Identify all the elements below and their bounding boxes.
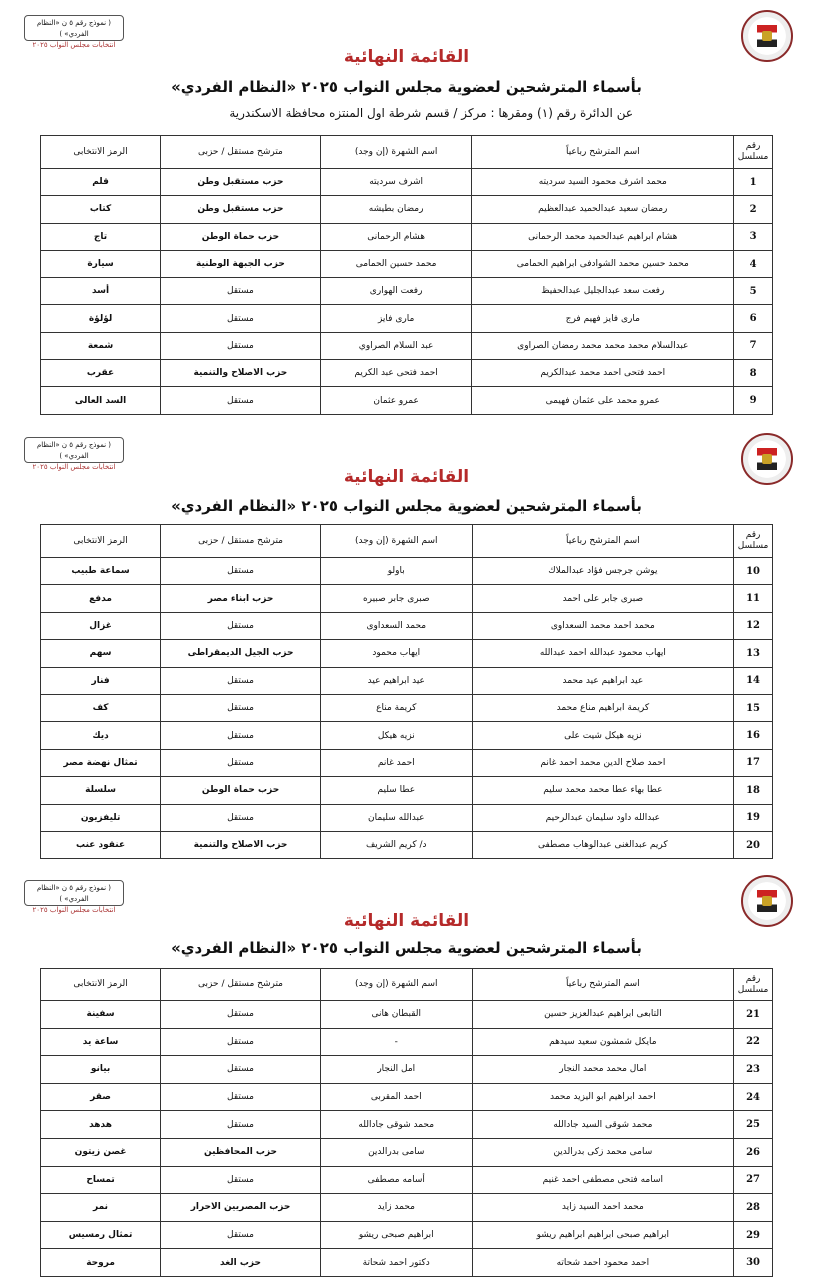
table-row (41, 305, 773, 332)
affiliation-cell: مستقل (161, 612, 321, 639)
table-row (41, 1028, 773, 1056)
nickname-cell: امل النجار (320, 1056, 472, 1084)
table-row (41, 250, 773, 277)
serial-cell: 14 (734, 667, 773, 694)
affiliation-cell: مستقل (161, 305, 321, 332)
serial-cell: 30 (734, 1249, 773, 1277)
column-header-name: اسم المترشح رباعياً (472, 525, 733, 558)
serial-cell: 11 (734, 585, 773, 612)
candidate-name-cell: عطا بهاء عطا محمد محمد سليم (472, 777, 733, 804)
serial-cell: 9 (734, 387, 773, 414)
column-header-symbol: الرمز الانتخابى (41, 525, 161, 558)
symbol-cell: سهم (41, 640, 161, 667)
symbol-cell: عقرب (41, 360, 161, 387)
candidate-name-cell: هشام ابراهيم عبدالحميد محمد الرحمانى (472, 223, 734, 250)
stamp-line-2: انتخابات مجلس النواب ٢٠٢٥ (32, 906, 116, 914)
table-row (41, 1111, 773, 1139)
table-row (41, 612, 773, 639)
serial-cell: 13 (734, 640, 773, 667)
page-subtitle: بأسماء المترشحين لعضوية مجلس النواب ٢٠٢٥ «النظام الفردي» (171, 939, 642, 957)
form-stamp (24, 880, 124, 914)
stamp-line-1: ( نموذج رقم ٥ ن «النظام الفردي» ) (36, 19, 112, 38)
candidate-name-cell: رفعت سعد عبدالجليل عبدالحفيظ (472, 278, 734, 305)
nickname-cell: نزيه هيكل (320, 722, 472, 749)
serial-cell: 15 (734, 694, 773, 721)
form-stamp (24, 437, 124, 471)
symbol-cell: كف (41, 694, 161, 721)
serial-cell: 5 (734, 278, 773, 305)
serial-cell: 7 (734, 332, 773, 359)
page-title: القائمة النهائية (343, 467, 470, 487)
serial-cell: 17 (734, 749, 773, 776)
serial-cell: 27 (734, 1166, 773, 1194)
affiliation-cell: حزب المصريين الاحرار (161, 1194, 321, 1222)
serial-cell: 29 (734, 1221, 773, 1249)
table-header-row (41, 525, 773, 558)
affiliation-cell: مستقل (161, 387, 321, 414)
candidate-name-cell: كريم عبدالغنى عبدالوهاب مصطفى (472, 831, 733, 858)
table-row (41, 585, 773, 612)
symbol-cell: تمساح (41, 1166, 161, 1194)
candidate-name-cell: احمد محمود احمد شحاته (472, 1249, 734, 1277)
nickname-cell: عمرو عثمان (320, 387, 472, 414)
table-row (41, 1194, 773, 1222)
serial-cell: 21 (734, 1001, 773, 1029)
nickname-cell: القبطان هانى (320, 1001, 472, 1029)
candidates-table (40, 968, 773, 1277)
page-subtitle: بأسماء المترشحين لعضوية مجلس النواب ٢٠٢٥ «النظام الفردي» (171, 497, 642, 515)
page-title: القائمة النهائية (343, 47, 470, 67)
table-row (41, 1083, 773, 1111)
eagle-icon (762, 454, 772, 464)
district-info: عن الدائرة رقم (١) ومقرها : مركز / قسم شرطة اول المنتزه محافظة الاسكندرية (229, 106, 633, 120)
serial-cell: 25 (734, 1111, 773, 1139)
column-header-serial: رقم مسلسل (734, 525, 773, 558)
candidate-name-cell: محمد احمد السيد زايد (472, 1194, 734, 1222)
candidate-name-cell: امال محمد محمد النجار (472, 1056, 734, 1084)
serial-cell: 24 (734, 1083, 773, 1111)
column-header-type: مترشح مستقل / حزبى (161, 525, 321, 558)
symbol-cell: ساعة يد (41, 1028, 161, 1056)
symbol-cell: شمعة (41, 332, 161, 359)
table-row (41, 749, 773, 776)
symbol-cell: مدفع (41, 585, 161, 612)
candidate-name-cell: محمد اشرف محمود السيد سرديته (472, 169, 734, 196)
column-header-type: مترشح مستقل / حزبى (161, 136, 321, 169)
symbol-cell: ديك (41, 722, 161, 749)
candidate-name-cell: محمد شوقى السيد جادالله (472, 1111, 734, 1139)
column-header-serial: رقم مسلسل (734, 136, 773, 169)
candidate-name-cell: كريمة ابراهيم مناع محمد (472, 694, 733, 721)
nickname-cell: محمد حسين الحمامى (320, 250, 472, 277)
column-header-nickname: اسم الشهرة (إن وجد) (320, 969, 472, 1001)
stamp-line-2: انتخابات مجلس النواب ٢٠٢٥ (32, 41, 116, 49)
affiliation-cell: حزب المحافظين (161, 1138, 321, 1166)
affiliation-cell: حزب الاصلاح والتنمية (161, 360, 321, 387)
nickname-cell: - (320, 1028, 472, 1056)
nickname-cell: احمد المقربى (320, 1083, 472, 1111)
table-row (41, 667, 773, 694)
table-row (41, 360, 773, 387)
candidate-name-cell: محمد حسين محمد الشوادفى ابراهيم الحمامى (472, 250, 734, 277)
serial-cell: 12 (734, 612, 773, 639)
affiliation-cell: حزب الجبهة الوطنية (161, 250, 321, 277)
symbol-cell: فنار (41, 667, 161, 694)
candidate-name-cell: سامى محمد زكى بدرالدين (472, 1138, 734, 1166)
table-header-row (41, 136, 773, 169)
nickname-cell: عطا سليم (320, 777, 472, 804)
candidate-name-cell: نزيه هيكل شيت على (472, 722, 733, 749)
serial-cell: 20 (734, 831, 773, 858)
table-row (41, 1221, 773, 1249)
nickname-cell: رفعت الهوارى (320, 278, 472, 305)
nickname-cell: هشام الرحمانى (320, 223, 472, 250)
symbol-cell: هدهد (41, 1111, 161, 1139)
serial-cell: 8 (734, 360, 773, 387)
serial-cell: 26 (734, 1138, 773, 1166)
serial-cell: 4 (734, 250, 773, 277)
affiliation-cell: مستقل (161, 1056, 321, 1084)
table-row (41, 387, 773, 414)
serial-cell: 3 (734, 223, 773, 250)
nickname-cell: محمد زايد (320, 1194, 472, 1222)
nickname-cell: ابراهيم صبحى ريشو (320, 1221, 472, 1249)
candidate-name-cell: صبرى جابر على احمد (472, 585, 733, 612)
column-header-nickname: اسم الشهرة (إن وجد) (320, 525, 472, 558)
candidate-name-cell: عبدالسلام محمد محمد محمد رمضان الصراوى (472, 332, 734, 359)
candidate-name-cell: احمد ابراهيم ابو اليزيد محمد (472, 1083, 734, 1111)
table-row (41, 1138, 773, 1166)
symbol-cell: سفينة (41, 1001, 161, 1029)
nickname-cell: محمد السعداوى (320, 612, 472, 639)
affiliation-cell: مستقل (161, 1166, 321, 1194)
nickname-cell: د/ كريم الشريف (320, 831, 472, 858)
stamp-line-1: ( نموذج رقم ٥ ن «النظام الفردي» ) (36, 884, 112, 903)
table-row (41, 223, 773, 250)
table-row (41, 196, 773, 223)
symbol-cell: أسد (41, 278, 161, 305)
affiliation-cell: مستقل (161, 1111, 321, 1139)
affiliation-cell: حزب حماة الوطن (161, 223, 321, 250)
candidate-name-cell: مايكل شمشون سعيد سيدهم (472, 1028, 734, 1056)
candidate-name-cell: محمد احمد محمد السعداوى (472, 612, 733, 639)
affiliation-cell: حزب مستقبل وطن (161, 169, 321, 196)
table-row (41, 1249, 773, 1277)
affiliation-cell: مستقل (161, 1083, 321, 1111)
affiliation-cell: حزب ابناء مصر (161, 585, 321, 612)
nickname-cell: عيد ابراهيم عيد (320, 667, 472, 694)
table-row (41, 722, 773, 749)
column-header-serial: رقم مسلسل (734, 969, 773, 1001)
table-row (41, 1056, 773, 1084)
column-header-name: اسم المترشح رباعياً (472, 969, 734, 1001)
serial-cell: 18 (734, 777, 773, 804)
affiliation-cell: مستقل (161, 1001, 321, 1029)
table-row (41, 169, 773, 196)
table-row (41, 804, 773, 831)
column-header-nickname: اسم الشهرة (إن وجد) (320, 136, 472, 169)
table-row (41, 278, 773, 305)
symbol-cell: قلم (41, 169, 161, 196)
serial-cell: 23 (734, 1056, 773, 1084)
candidate-name-cell: يوشن جرجس فؤاد عبدالملاك (472, 558, 733, 585)
symbol-cell: لؤلؤة (41, 305, 161, 332)
stamp-line-1: ( نموذج رقم ٥ ن «النظام الفردي» ) (36, 441, 112, 460)
serial-cell: 28 (734, 1194, 773, 1222)
candidates-table (40, 135, 773, 415)
symbol-cell: تليفزيون (41, 804, 161, 831)
form-stamp (24, 15, 124, 49)
candidate-name-cell: احمد فتحى احمد محمد عبدالكريم (472, 360, 734, 387)
candidate-name-cell: عيد ابراهيم عيد محمد (472, 667, 733, 694)
table-header-row (41, 969, 773, 1001)
candidate-name-cell: ابراهيم صبحى ابراهيم ابراهيم ريشو (472, 1221, 734, 1249)
nickname-cell: عبدالله سليمان (320, 804, 472, 831)
nickname-cell: كريمة مناع (320, 694, 472, 721)
candidate-name-cell: مارى فايز فهيم فرج (472, 305, 734, 332)
table-row (41, 694, 773, 721)
table-row (41, 640, 773, 667)
page-subtitle: بأسماء المترشحين لعضوية مجلس النواب ٢٠٢٥ «النظام الفردي» (171, 78, 642, 96)
serial-cell: 2 (734, 196, 773, 223)
serial-cell: 10 (734, 558, 773, 585)
affiliation-cell: مستقل (161, 1221, 321, 1249)
candidate-name-cell: رمضان سعيد عبدالحميد عبدالعظيم (472, 196, 734, 223)
affiliation-cell: مستقل (161, 1028, 321, 1056)
column-header-symbol: الرمز الانتخابى (41, 136, 161, 169)
nickname-cell: ايهاب محمود (320, 640, 472, 667)
serial-cell: 19 (734, 804, 773, 831)
symbol-cell: سلسلة (41, 777, 161, 804)
eagle-icon (762, 31, 772, 41)
serial-cell: 16 (734, 722, 773, 749)
candidates-table (40, 524, 773, 859)
nickname-cell: مارى فايز (320, 305, 472, 332)
nickname-cell: احمد فتحى عبد الكريم (320, 360, 472, 387)
affiliation-cell: حزب مستقبل وطن (161, 196, 321, 223)
nickname-cell: اشرف سرديته (320, 169, 472, 196)
symbol-cell: سماعة طبيب (41, 558, 161, 585)
table-row (41, 777, 773, 804)
column-header-name: اسم المترشح رباعياً (472, 136, 734, 169)
symbol-cell: تمثال نهضة مصر (41, 749, 161, 776)
affiliation-cell: مستقل (161, 667, 321, 694)
affiliation-cell: مستقل (161, 332, 321, 359)
affiliation-cell: مستقل (161, 558, 321, 585)
stamp-line-2: انتخابات مجلس النواب ٢٠٢٥ (32, 463, 116, 471)
affiliation-cell: حزب الغد (161, 1249, 321, 1277)
symbol-cell: كتاب (41, 196, 161, 223)
symbol-cell: صقر (41, 1083, 161, 1111)
symbol-cell: مروحة (41, 1249, 161, 1277)
affiliation-cell: مستقل (161, 722, 321, 749)
candidate-name-cell: عمرو محمد على عثمان فهيمى (472, 387, 734, 414)
nickname-cell: محمد شوقى جادالله (320, 1111, 472, 1139)
table-row (41, 1166, 773, 1194)
symbol-cell: السد العالى (41, 387, 161, 414)
eagle-icon (762, 896, 772, 906)
symbol-cell: عنقود عنب (41, 831, 161, 858)
candidate-name-cell: اسامه فتحى مصطفى احمد غنيم (472, 1166, 734, 1194)
symbol-cell: تمثال رمسيس (41, 1221, 161, 1249)
candidate-name-cell: عبدالله داود سليمان عبدالرحيم (472, 804, 733, 831)
nickname-cell: سامى بدرالدين (320, 1138, 472, 1166)
candidate-name-cell: احمد صلاح الدين محمد احمد غانم (472, 749, 733, 776)
serial-cell: 22 (734, 1028, 773, 1056)
nickname-cell: صبرى جابر صبيره (320, 585, 472, 612)
serial-cell: 1 (734, 169, 773, 196)
candidate-name-cell: ايهاب محمود عبدالله احمد عبدالله (472, 640, 733, 667)
nickname-cell: عبد السلام الصراوي (320, 332, 472, 359)
affiliation-cell: حزب الاصلاح والتنمية (161, 831, 321, 858)
symbol-cell: نمر (41, 1194, 161, 1222)
affiliation-cell: مستقل (161, 749, 321, 776)
nickname-cell: احمد غانم (320, 749, 472, 776)
nickname-cell: رمضان بطيشه (320, 196, 472, 223)
affiliation-cell: حزب حماة الوطن (161, 777, 321, 804)
nickname-cell: أسامه مصطفى (320, 1166, 472, 1194)
symbol-cell: غصن زيتون (41, 1138, 161, 1166)
affiliation-cell: مستقل (161, 694, 321, 721)
table-row (41, 831, 773, 858)
page-title: القائمة النهائية (343, 911, 470, 931)
affiliation-cell: حزب الجيل الديمقراطى (161, 640, 321, 667)
affiliation-cell: مستقل (161, 278, 321, 305)
nickname-cell: دكتور احمد شحاتة (320, 1249, 472, 1277)
symbol-cell: غزال (41, 612, 161, 639)
symbol-cell: تاج (41, 223, 161, 250)
affiliation-cell: مستقل (161, 804, 321, 831)
candidate-name-cell: التابعى ابراهيم عبدالعزيز حسين (472, 1001, 734, 1029)
column-header-symbol: الرمز الانتخابى (41, 969, 161, 1001)
symbol-cell: سيارة (41, 250, 161, 277)
table-row (41, 332, 773, 359)
nickname-cell: باولو (320, 558, 472, 585)
table-row (41, 1001, 773, 1029)
column-header-type: مترشح مستقل / حزبى (161, 969, 321, 1001)
table-row (41, 558, 773, 585)
symbol-cell: بيانو (41, 1056, 161, 1084)
serial-cell: 6 (734, 305, 773, 332)
